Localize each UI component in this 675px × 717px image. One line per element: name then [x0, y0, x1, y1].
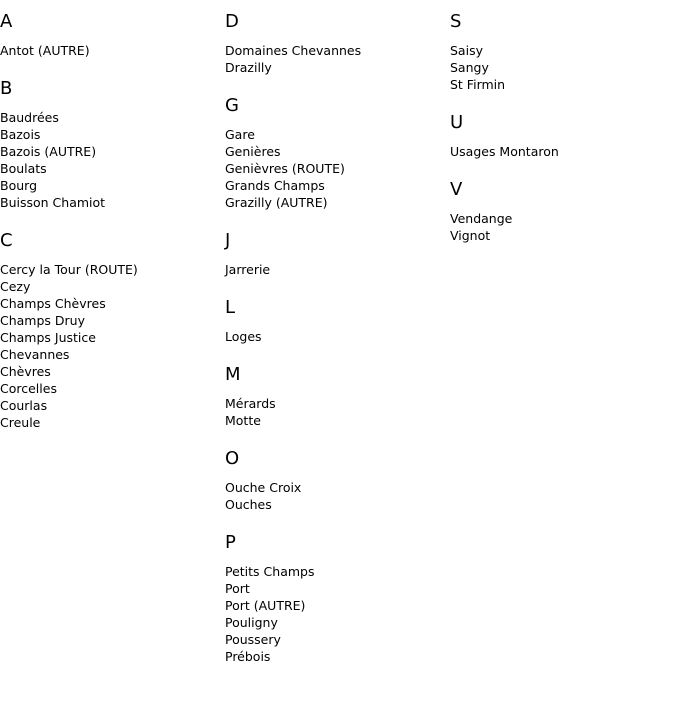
place-link[interactable]: Sangy [450, 60, 489, 75]
letter-heading: P [225, 532, 236, 553]
list-item [450, 210, 675, 227]
list-item [225, 177, 450, 194]
letter-heading: O [225, 448, 240, 469]
place-link[interactable]: Ouches [225, 497, 272, 512]
list-item [225, 194, 450, 211]
list-item [0, 397, 225, 414]
list-item [225, 143, 450, 160]
letter-heading: V [450, 179, 463, 200]
place-list [225, 328, 450, 345]
place-link[interactable]: Grands Champs [225, 178, 325, 193]
letter-heading: A [0, 11, 13, 32]
list-item [0, 160, 225, 177]
index-column-1 [0, 0, 225, 684]
list-item [0, 278, 225, 295]
place-link[interactable]: Prébois [225, 649, 271, 664]
list-item [225, 160, 450, 177]
list-item [225, 614, 450, 631]
list-item [0, 329, 225, 346]
letter-group-d [225, 11, 450, 76]
place-link[interactable]: Bourg [0, 178, 37, 193]
list-item [0, 346, 225, 363]
index-column-2 [225, 0, 450, 684]
place-list [0, 109, 225, 211]
list-item [0, 312, 225, 329]
list-item [225, 412, 450, 429]
place-link[interactable]: Usages Montaron [450, 144, 559, 159]
place-link[interactable]: Saisy [450, 43, 483, 58]
list-item [0, 177, 225, 194]
list-item [225, 328, 450, 345]
list-item [0, 143, 225, 160]
list-item [225, 261, 450, 278]
letter-group-u [450, 112, 675, 160]
place-link[interactable]: Genières [225, 144, 281, 159]
list-item [225, 126, 450, 143]
letter-group-p [225, 532, 450, 665]
place-list [450, 210, 675, 244]
letter-heading: B [0, 78, 13, 99]
letter-group-l [225, 297, 450, 345]
place-link[interactable]: Loges [225, 329, 262, 344]
list-item [225, 580, 450, 597]
place-link[interactable]: Vendange [450, 211, 513, 226]
list-item [225, 563, 450, 580]
place-link[interactable]: Antot (AUTRE) [0, 43, 90, 58]
list-item [450, 143, 675, 160]
place-link[interactable]: Courlas [0, 398, 48, 413]
place-link[interactable]: Chevannes [0, 347, 70, 362]
place-link[interactable]: Genièvres (ROUTE) [225, 161, 345, 176]
place-link[interactable]: Champs Justice [0, 330, 96, 345]
letter-heading: D [225, 11, 239, 32]
list-item [225, 42, 450, 59]
place-link[interactable]: Port [225, 581, 250, 596]
index-column-3 [450, 0, 675, 684]
list-item [225, 479, 450, 496]
list-item [0, 126, 225, 143]
list-item [0, 261, 225, 278]
place-link[interactable]: Corcelles [0, 381, 57, 396]
letter-heading: G [225, 95, 239, 116]
list-item [0, 109, 225, 126]
letter-heading: J [225, 230, 231, 251]
list-item [0, 295, 225, 312]
list-item [225, 631, 450, 648]
list-item [450, 227, 675, 244]
letter-heading: S [450, 11, 462, 32]
place-link[interactable]: Buisson Chamiot [0, 195, 106, 210]
list-item [0, 194, 225, 211]
place-link[interactable]: Creule [0, 415, 41, 430]
place-link[interactable]: Petits Champs [225, 564, 315, 579]
place-link[interactable]: Pouligny [225, 615, 278, 630]
place-list [225, 479, 450, 513]
letter-group-s [450, 11, 675, 93]
letter-group-g [225, 95, 450, 211]
place-link[interactable]: Vignot [450, 228, 491, 243]
letter-heading: L [225, 297, 236, 318]
place-link[interactable]: Baudrées [0, 110, 59, 125]
place-list [225, 42, 450, 76]
list-item [225, 395, 450, 412]
place-link[interactable]: Port (AUTRE) [225, 598, 306, 613]
place-link[interactable]: Poussery [225, 632, 281, 647]
place-list [0, 261, 225, 431]
letter-group-v [450, 179, 675, 244]
list-item [450, 59, 675, 76]
list-item [450, 42, 675, 59]
letter-group-b [0, 78, 225, 211]
letter-group-o [225, 448, 450, 513]
list-item [225, 59, 450, 76]
place-link[interactable]: Champs Chèvres [0, 296, 106, 311]
place-link[interactable]: St Firmin [450, 77, 506, 92]
letter-heading: M [225, 364, 241, 385]
place-list [225, 395, 450, 429]
place-link[interactable]: Mérards [225, 396, 276, 411]
letter-group-a [0, 11, 225, 59]
place-list [450, 42, 675, 93]
place-link[interactable]: Bazois (AUTRE) [0, 144, 97, 159]
place-link[interactable]: Boulats [0, 161, 47, 176]
letter-group-c [0, 230, 225, 431]
list-item [0, 414, 225, 431]
place-list [450, 143, 675, 160]
place-link[interactable]: Ouche Croix [225, 480, 302, 495]
place-list [0, 42, 225, 59]
place-link[interactable]: Motte [225, 413, 261, 428]
place-link[interactable]: Drazilly [225, 60, 272, 75]
list-item [225, 496, 450, 513]
letter-group-j [225, 230, 450, 278]
letter-heading: C [0, 230, 13, 251]
list-item [0, 42, 225, 59]
place-link[interactable]: Cercy la Tour (ROUTE) [0, 262, 138, 277]
place-link[interactable]: Champs Druy [0, 313, 85, 328]
letter-group-m [225, 364, 450, 429]
place-link[interactable]: Domaines Chevannes [225, 43, 362, 58]
place-list [225, 261, 450, 278]
place-link[interactable]: Chèvres [0, 364, 51, 379]
place-list [225, 563, 450, 665]
list-item [225, 597, 450, 614]
list-item [0, 363, 225, 380]
place-link[interactable]: Grazilly (AUTRE) [225, 195, 328, 210]
place-link[interactable]: Jarrerie [225, 262, 271, 277]
letter-heading: U [450, 112, 464, 133]
place-list [225, 126, 450, 211]
place-link[interactable]: Cezy [0, 279, 31, 294]
place-link[interactable]: Gare [225, 127, 255, 142]
place-link[interactable]: Bazois [0, 127, 41, 142]
list-item [450, 76, 675, 93]
list-item [225, 648, 450, 665]
list-item [0, 380, 225, 397]
